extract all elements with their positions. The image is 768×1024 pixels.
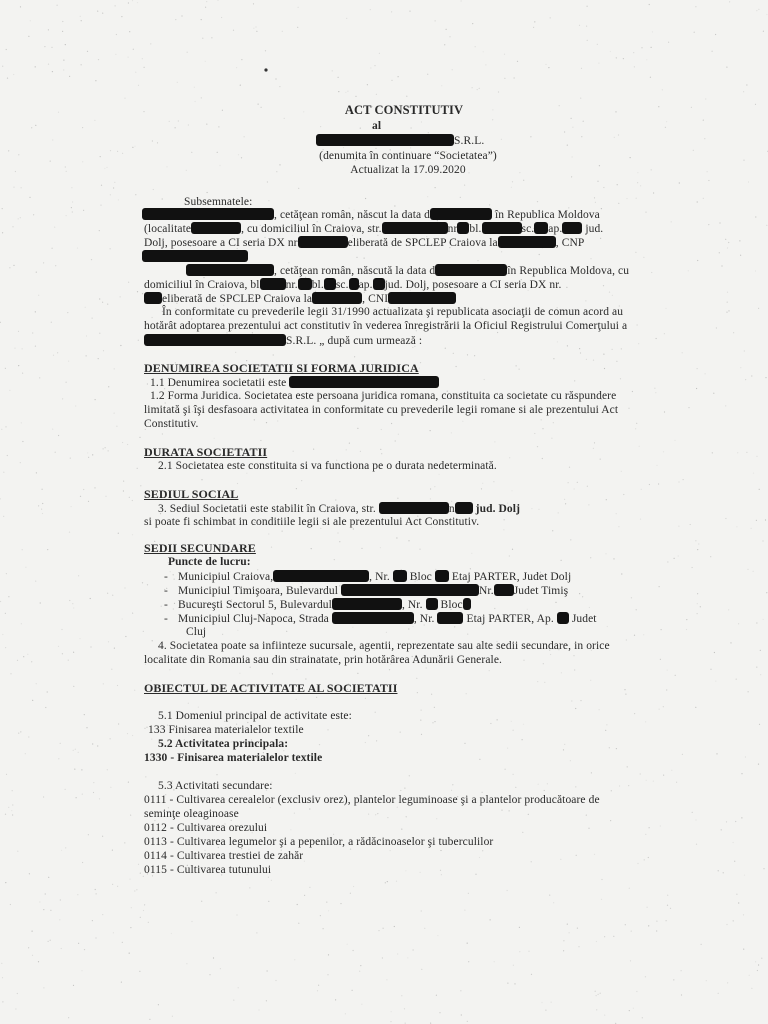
activity-0112: 0112 - Cultivarea orezului — [144, 822, 268, 834]
redaction — [494, 584, 514, 596]
redaction — [435, 264, 507, 276]
s3-line1: 3. Sediul Societatii este stabilit în Craiova, str. n jud. Dolj — [158, 503, 521, 515]
s1-line3: limitată şi îşi desfasoara activitatea in conformitate cu prevederile legii romane si ale prezentului Act — [144, 404, 619, 416]
redaction — [332, 612, 414, 624]
person1-line4 — [142, 250, 248, 264]
redaction — [324, 278, 336, 290]
redaction — [457, 222, 469, 234]
doc-title: ACT CONSTITUTIV — [344, 103, 464, 117]
redaction — [289, 376, 439, 388]
s4-line5: 4. Societatea poate sa infiinteze sucursale, agentii, reprezentate sau alte sedii secundare, in orice — [158, 640, 610, 652]
redaction — [463, 598, 471, 610]
heading-sediul: SEDIUL SOCIAL — [144, 487, 239, 501]
list-item: - Municipiul Craiova, , Nr. Bloc Etaj PARTER, Judet Dolj — [164, 571, 572, 583]
redaction — [435, 570, 449, 582]
redaction — [298, 278, 312, 290]
s5-line1: 5.1 Domeniul principal de activitate este: — [158, 710, 352, 722]
redaction — [191, 222, 241, 234]
redaction — [298, 236, 348, 248]
list-item: - Bucureşti Sectorul 5, Bulevardul , Nr. Bloc — [164, 598, 471, 612]
person1-line1: , cetăţean român, născut la data d în Republica Moldova — [142, 208, 600, 222]
actualizat-line: Actualizat la 17.09.2020 — [350, 164, 466, 176]
s5-line4: 1330 - Finisarea materialelor textile — [144, 752, 323, 764]
company-name-line — [316, 134, 484, 148]
person2-line2: domiciliul în Craiova, bl nr. bl. sc. ap. jud. Dolj, posesoare a CI seria DX nr. — [144, 279, 562, 291]
redaction — [534, 222, 548, 234]
redaction — [186, 264, 274, 276]
person2-line1: , cetăţean român, născută la data d în Republica Moldova, cu — [186, 264, 629, 278]
redaction — [379, 502, 449, 514]
redaction — [142, 250, 248, 262]
activity-0111-cont: seminţe oleaginoase — [144, 808, 239, 820]
redaction — [260, 278, 286, 290]
redaction — [316, 134, 454, 146]
s1-line2: 1.2 Forma Juridica. Societatea este persoana juridica romana, constituita ca societate cu răspundere — [150, 390, 617, 402]
redaction — [482, 222, 522, 234]
redaction — [312, 292, 362, 304]
redaction — [382, 222, 448, 234]
redaction — [498, 236, 556, 248]
heading-sedii: SEDII SECUNDARE — [144, 541, 256, 555]
s1-line4: Constitutiv. — [144, 418, 199, 430]
srl-suffix: S.R.L. — [454, 135, 485, 147]
conformitate-line2: hotărât adoptarea prezentului act constitutiv în vederea înregistrării la Oficiul Registrului Comerţului a — [144, 320, 628, 332]
redaction — [393, 570, 407, 582]
conformitate-line3: S.R.L. „ după cum urmează : — [144, 334, 422, 348]
activity-0114: 0114 - Cultivarea trestiei de zahăr — [144, 850, 304, 862]
redaction — [437, 612, 463, 624]
heading-denumirea: DENUMIREA SOCIETATII SI FORMA JURIDICA — [144, 361, 419, 375]
list-item-cont: Cluj — [186, 626, 207, 638]
s5-line2: 133 Finisarea materialelor textile — [148, 724, 304, 736]
s1-line1: 1.1 Denumirea societatii este — [150, 376, 439, 390]
activity-0115: 0115 - Cultivarea tutunului — [144, 864, 272, 876]
person1-line2: (localitate , cu domiciliul în Craiova, str. nr bl. sc. ap. jud. — [144, 223, 604, 235]
conformitate-line1: În conformitate cu prevederile legii 31/1990 actualizata şi republicata asociaţii de comun acord au — [162, 306, 624, 318]
redaction — [557, 612, 569, 624]
redaction — [430, 208, 492, 220]
activity-0111: 0111 - Cultivarea cerealelor (exclusiv orez), plantelor leguminoase şi a plantelor producătoare de — [144, 794, 600, 806]
title-al: al — [372, 120, 382, 132]
redaction — [349, 278, 359, 290]
redaction — [142, 208, 274, 220]
redaction — [373, 278, 385, 290]
person2-line3: eliberată de SPCLEP Craiova la , CNI — [144, 292, 456, 306]
list-item: - Municipiul Timişoara, Bulevardul Nr. Judet Timiş — [164, 585, 569, 597]
list-item: - Municipiul Cluj-Napoca, Strada , Nr. Etaj PARTER, Ap. Judet — [164, 613, 597, 625]
s4-line6: localitate din Romania sau din strainatate, prin hotărârea Adunării Generale. — [144, 654, 502, 666]
redaction — [562, 222, 582, 234]
redaction — [273, 570, 369, 582]
heading-obiectul: OBIECTUL DE ACTIVITATE AL SOCIETATII — [144, 681, 398, 695]
puncte-de-lucru: Puncte de lucru: — [168, 556, 251, 568]
person1-line3: Dolj, posesoare a CI seria DX nr eliberată de SPCLEP Craiova la , CNP — [144, 237, 585, 249]
redaction — [455, 502, 473, 514]
s2-line1: 2.1 Societatea este constituita si va functiona pe o durata nedeterminată. — [158, 460, 497, 472]
redaction — [426, 598, 438, 610]
redaction — [341, 584, 479, 596]
redaction — [332, 598, 402, 610]
activity-0113: 0113 - Cultivarea legumelor şi a pepenilor, a rădăcinoaselor şi tuberculilor — [144, 836, 494, 848]
s5-line3: 5.2 Activitatea principala: — [158, 738, 289, 750]
redaction — [144, 334, 286, 346]
redaction — [144, 292, 162, 304]
denumita-line: (denumita în continuare “Societatea”) — [319, 150, 497, 162]
subsemnatele: Subsemnatele: — [184, 196, 253, 208]
s5-line5: 5.3 Activitati secundare: — [158, 780, 273, 792]
heading-durata: DURATA SOCIETATII — [144, 445, 268, 459]
redaction — [388, 292, 456, 304]
s3-line2: si poate fi schimbat in conditiile legii si ale prezentului Act Constitutiv. — [144, 516, 480, 528]
